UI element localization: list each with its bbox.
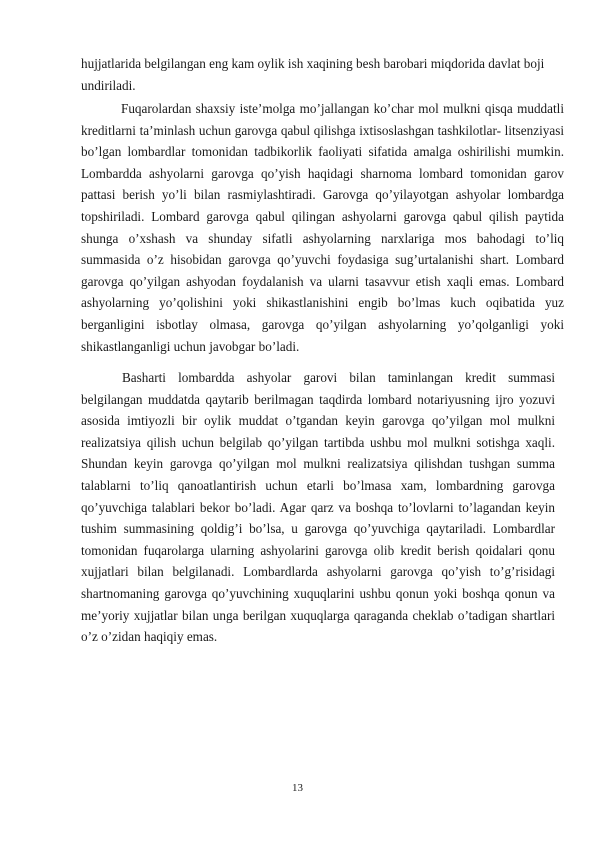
paragraph-lombard-realization: Basharti lombardda ashyolar garovi bilan taminlangan kredit summasi belgilangan muddatda qaytarib berilmagan taqdirda lombard notariyusning ijro yozuvi asosida imtiyozli bir oylik muddat o’tgandan keyin garovga qo’yilgan mol mulkni realizatsiya qilish uchun belgilab qo’yilgan tartibda ushbu mol mulkni sotishga xaqli. Shundan keyin garovga qo’yilgan mol mulkni realizatsiya qilishdan tushgan summa talablarni to’liq qanoatlantirish uchun etarli bo’lmasa xam, lombardning garovga qo’yuvchiga talablari bekor bo’ladi. Agar qarz va boshqa to’lovlarni to’lagandan keyin tushim summasining qoldig’i bo’lsa, u garovga qo’yuvchiga qaytariladi. Lombardlar tomonidan fuqarolarga ularning ashyolarini garovga olib kredit berish qoidalari qonu xujjatlari bilan belgilanadi. Lombardlarda ashyolarni garovga qo’yish to’g’risidagi shartnomaning garovga qo’yuvchining xuquqlarini ushbu qonun yoki boshqa qonun va me’yoriy xujjatlar bilan unga berilgan xuquqlarga qaraganda cheklab o’tadigan shartlari o’z o’zidan haqiqiy emas. xyxy=(81,370,555,645)
paragraph-lombard-pledge: Fuqarolardan shaxsiy iste’molga mo’jallangan ko’char mol mulkni qisqa muddatli kreditlarni ta’minlash uchun garovga qabul qilishga ixtisoslashgan tashkilotlar- litsenziyasi bo’lgan lombardlar tomonidan tadbikorlik faoliyati sifatida amalga oshirilishi mumkin. Lombardda ashyolarni garovga qo’yish haqidagi sharnoma lombard tomonidan garov pattasi berish yo’li bilan rasmiylashtiradi. Garovga qo’yilayotgan ashyolar lombardga topshiriladi. Lombard garovga qabul qilingan ashyolarni garovga qabul qilish paytida shunga o’xshash va shunday sifatli ashyolarning narxlariga mos bahodagi to’liq summasida o’z hisobidan garovga qo’yuvchi foydasiga sug’urtalanishi shart. Lombard garovga qo’yilgan ashyodan foydalanish va ularni tasavvur etish xaqli emas. Lombard ashyolarning yo’qolishini yoki shikastlanishini engib bo’lmas kuch oqibatida yuz berganligini isbotlay olmasa, garovga qo’yilgan ashyolarning yo’qolganligi yoki shikastlanganligi uchun javobgar bo’ladi. xyxy=(81,101,564,354)
paragraph-continuation: hujjatlarida belgilangan eng kam oylik ish xaqining besh barobari miqdorida davlat boji undiriladi. xyxy=(81,56,545,93)
page-number: 13 xyxy=(292,782,303,794)
